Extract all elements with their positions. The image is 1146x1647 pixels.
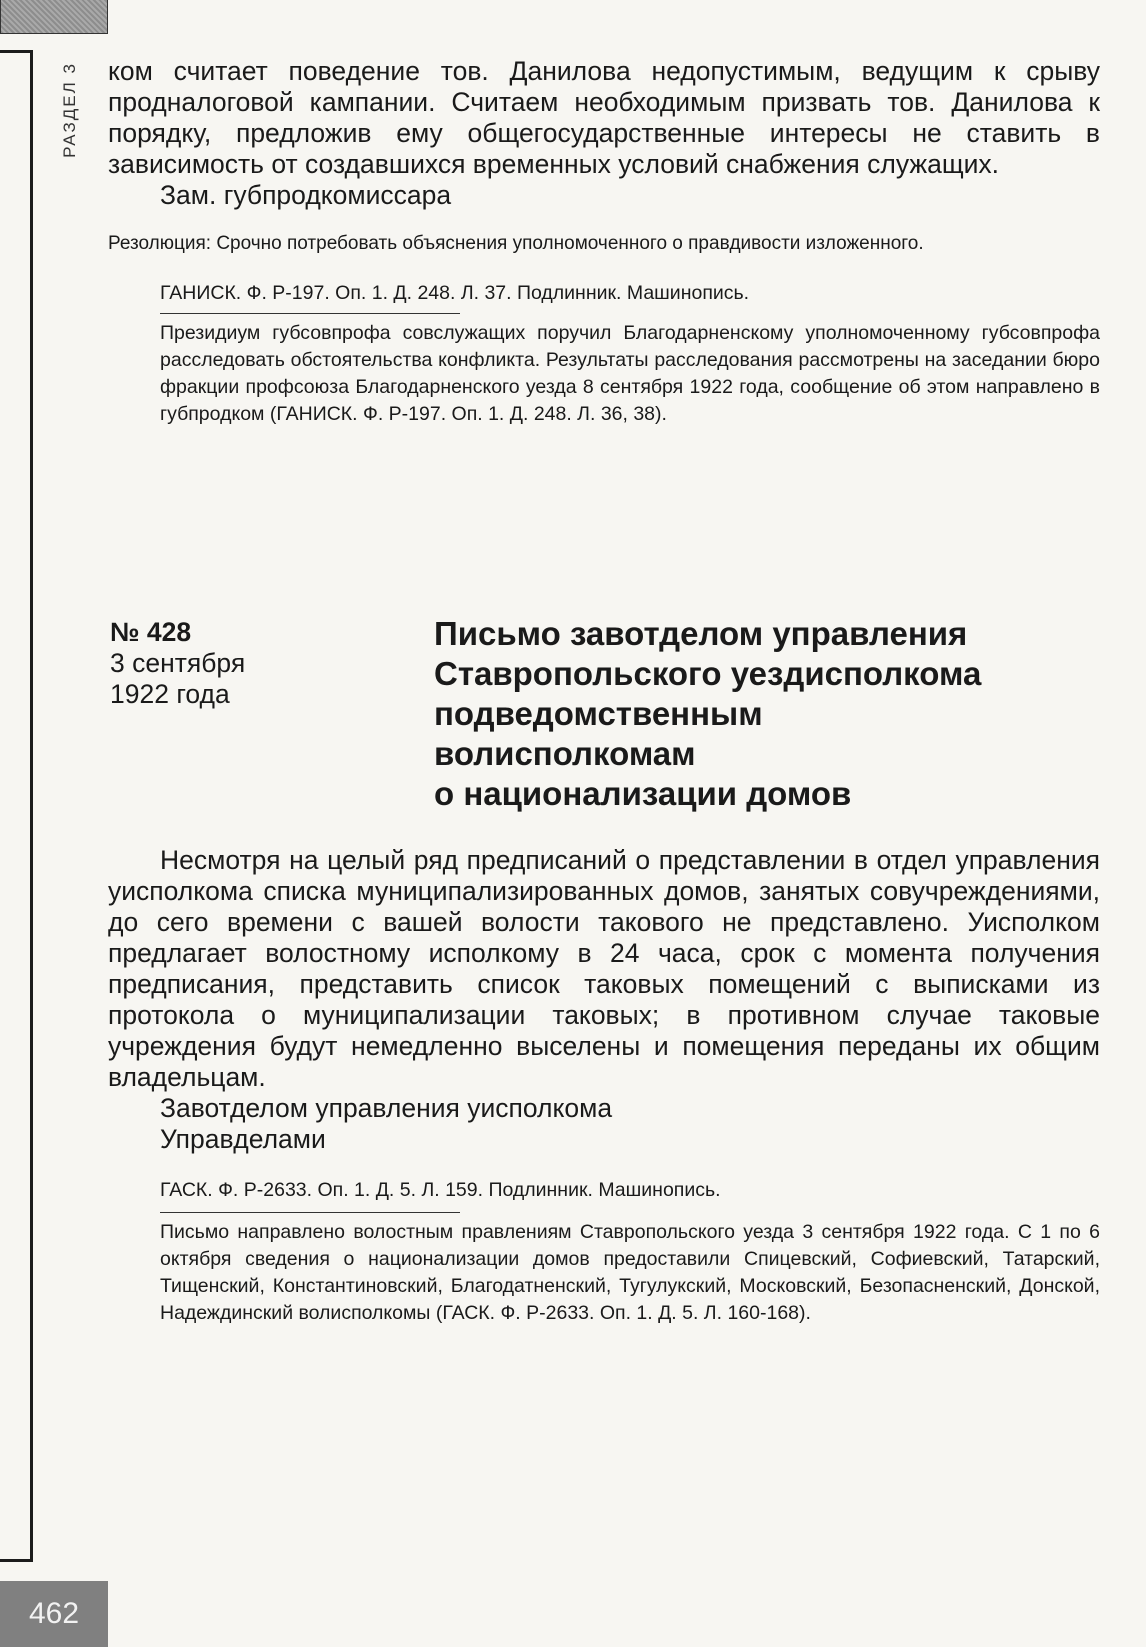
- section-tab: [0, 0, 108, 34]
- previous-document: [108, 56, 1100, 428]
- resolution: Резолюция: Срочно потребовать объяснения уполномоченного о правдивости изложенного.: [108, 233, 924, 254]
- document-note: Письмо направлено волостным правлениям Ставропольского уезда 3 сентября 1922 года. С 1 по 6 октября сведения о национализации домов предоставили Спицевский, Софиевский, Татарский, Тищенский, Константиновский, Благодатненский, Тугулукский, Московский, Безопасненский, Донской, Надеждинский волисполкомы (ГАСК. Ф. Р-2633. Оп. 1. Д. 5. Л. 160-168).: [160, 1221, 1100, 1324]
- document-text: [108, 845, 1100, 1327]
- footnote-divider: [160, 313, 460, 314]
- signature-office: Управделами: [160, 1124, 326, 1154]
- previous-doc-body: ком считает поведение тов. Данилова недопустимым, ведущим к срыву продналоговой кампании. Считаем необходимым призвать тов. Данилова к порядку, предложив ему общегосударственные интересы не ставить в зависимость от создавшихся временных условий снабжения служащих.: [108, 56, 1100, 179]
- title-line: Письмо завотделом управления: [434, 615, 968, 652]
- title-line: подведомственным: [434, 695, 763, 732]
- previous-doc-note: Президиум губсовпрофа совслужащих поручил Благодарненскому уполномоченному губсовпрофа расследовать обстоятельства конфликта. Результаты расследования рассмотрены на заседании бюро фракции профсоюза Благодарненского уезда 8 сентября 1922 года, сообщение об этом направлено в губпродком (ГАНИСК. Ф. Р-197. Оп. 1. Д. 248. Л. 36, 38).: [160, 322, 1100, 425]
- previous-doc-signature: Зам. губпродкомиссара: [160, 180, 452, 210]
- section-label: РАЗДЕЛ 3: [60, 62, 79, 158]
- document-header: [110, 617, 245, 710]
- title-line: о национализации домов: [434, 775, 852, 812]
- document-date-line2: 1922 года: [110, 679, 230, 709]
- title-line: волисполкомам: [434, 735, 696, 772]
- document-date-line1: 3 сентября: [110, 648, 246, 678]
- footnote-divider: [160, 1212, 460, 1213]
- page-number: 462: [0, 1581, 108, 1647]
- document-title: [434, 614, 1114, 814]
- document-body: Несмотря на целый ряд предписаний о представлении в отдел управления уисполкома списка муниципализированных домов, занятых совучреждениями, до сего времени с вашей волости такового не представлено. Уисполком предлагает волостному исполкому в 24 часа, срок с момента получения предписания, представить список таковых помещений с выписками из протокола о муниципализации таковых; в противном случае таковые учреждения будут немедленно выселены и помещения переданы их общим владельцам.: [108, 845, 1100, 1092]
- previous-doc-source: ГАНИСК. Ф. Р-197. Оп. 1. Д. 248. Л. 37. Подлинник. Машинопись.: [160, 282, 750, 304]
- title-line: Ставропольского уездисполкома: [434, 655, 982, 692]
- document-source: ГАСК. Ф. Р-2633. Оп. 1. Д. 5. Л. 159. Подлинник. Машинопись.: [160, 1179, 721, 1201]
- document-number: № 428: [110, 617, 192, 647]
- margin-frame: [0, 50, 33, 1562]
- signature-position: Завотделом управления уисполкома: [160, 1093, 613, 1123]
